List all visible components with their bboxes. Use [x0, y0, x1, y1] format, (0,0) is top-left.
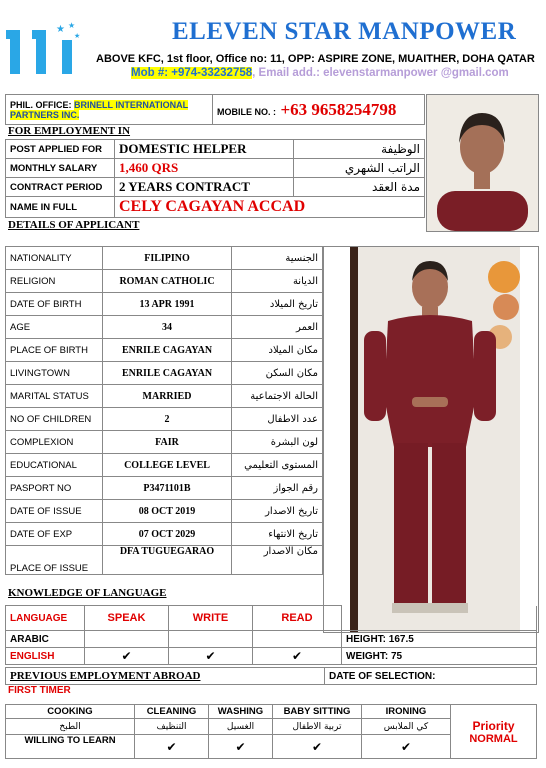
detail-label: PLACE OF BIRTH — [6, 339, 103, 362]
full-body-photo — [323, 246, 539, 633]
details-table — [5, 246, 323, 575]
skill-arabic-washing: الغسيل — [209, 719, 273, 735]
skill-check-ironing: ✔ — [362, 735, 451, 759]
full-body-illustration — [324, 247, 538, 632]
detail-arabic: الجنسية — [232, 247, 323, 270]
detail-label: EDUCATIONAL — [6, 454, 103, 477]
skill-header-baby-sitting: BABY SITTING — [273, 705, 362, 719]
language-write: ✔ — [169, 648, 253, 665]
portrait-photo — [426, 94, 539, 232]
language-header: LANGUAGE — [6, 606, 85, 631]
detail-label: AGE — [6, 316, 103, 339]
office-label: PHIL. OFFICE: — [10, 99, 72, 110]
detail-arabic: المستوى التعليمي — [232, 454, 323, 477]
detail-label: RELIGION — [6, 270, 103, 293]
detail-row — [6, 385, 323, 408]
details-section-title: DETAILS OF APPLICANT — [8, 219, 140, 231]
detail-value: DFA TUGUEGARAO — [103, 546, 232, 575]
skill-arabic-cooking: الطبخ — [6, 719, 135, 735]
height-label: HEIGHT: — [346, 633, 386, 645]
detail-row — [6, 362, 323, 385]
detail-label: NO OF CHILDREN — [6, 408, 103, 431]
language-read — [253, 631, 342, 648]
skill-arabic-ironing: كي الملابس — [362, 719, 451, 735]
language-read: ✔ — [253, 648, 342, 665]
skill-check-washing: ✔ — [209, 735, 273, 759]
employment-label: MONTHLY SALARY — [6, 159, 115, 178]
company-logo — [6, 18, 84, 76]
detail-arabic: الحالة الاجتماعية — [232, 385, 323, 408]
employment-value: 2 YEARS CONTRACT — [115, 178, 294, 197]
detail-value: ENRILE CAGAYAN — [103, 339, 232, 362]
employment-table — [5, 139, 425, 218]
detail-value: 08 OCT 2019 — [103, 500, 232, 523]
language-speak — [85, 631, 169, 648]
height-value: 167.5 — [388, 633, 414, 645]
previous-status: FIRST TIMER — [8, 685, 71, 696]
detail-value: MARRIED — [103, 385, 232, 408]
svg-text:★: ★ — [56, 24, 65, 35]
detail-arabic: رقم الجواز — [232, 477, 323, 500]
language-header: WRITE — [169, 606, 253, 631]
detail-label: DATE OF EXP — [6, 523, 103, 546]
employment-arabic: الراتب الشهري — [294, 159, 425, 178]
detail-value: COLLEGE LEVEL — [103, 454, 232, 477]
skills-table — [5, 704, 537, 759]
employment-value: DOMESTIC HELPER — [115, 140, 294, 159]
previous-table — [5, 667, 537, 685]
employment-row — [6, 140, 425, 159]
language-name: ARABIC — [6, 631, 85, 648]
detail-value: 2 — [103, 408, 232, 431]
employment-label: NAME IN FULL — [6, 197, 115, 218]
priority-value: NORMAL — [469, 732, 518, 745]
contact-line — [131, 67, 509, 79]
detail-row — [6, 431, 323, 454]
weight-cell — [342, 648, 537, 665]
language-header: SPEAK — [85, 606, 169, 631]
detail-row — [6, 454, 323, 477]
office-mobile-label: MOBILE NO. : — [217, 106, 276, 117]
language-header-row — [6, 606, 537, 631]
portrait-illustration — [427, 95, 538, 231]
skill-header-ironing: IRONING — [362, 705, 451, 719]
detail-value: ROMAN CATHOLIC — [103, 270, 232, 293]
company-title: ELEVEN STAR MANPOWER — [172, 18, 517, 45]
date-of-selection-label: DATE OF SELECTION: — [325, 668, 537, 685]
weight-value: 75 — [391, 650, 403, 662]
detail-row — [6, 316, 323, 339]
svg-text:★: ★ — [74, 32, 81, 40]
company-address: ABOVE KFC, 1st floor, Office no: 11, OPP: ASPIRE ZONE, MUAITHER, DOHA QATAR — [96, 53, 535, 65]
skill-header-cooking: COOKING — [6, 705, 135, 719]
detail-row — [6, 500, 323, 523]
detail-row — [6, 293, 323, 316]
detail-arabic: العمر — [232, 316, 323, 339]
skill-header-washing: WASHING — [209, 705, 273, 719]
language-header: READ — [253, 606, 342, 631]
svg-text:★: ★ — [68, 21, 76, 30]
employment-row — [6, 159, 425, 178]
skill-row-label: WILLING TO LEARN — [6, 735, 135, 759]
previous-section-title: PREVIOUS EMPLOYMENT ABROAD — [6, 668, 325, 685]
skill-check-baby-sitting: ✔ — [273, 735, 362, 759]
skill-arabic-baby-sitting: تربية الاطفال — [273, 719, 362, 735]
detail-row — [6, 546, 323, 575]
detail-arabic: لون البشرة — [232, 431, 323, 454]
company-email: , Email add.: elevenstarmanpower @gmail.com — [252, 67, 509, 79]
detail-row — [6, 477, 323, 500]
employment-label: POST APPLIED FOR — [6, 140, 115, 159]
detail-arabic: تاريخ الاصدار — [232, 500, 323, 523]
detail-row — [6, 408, 323, 431]
employment-section-title: FOR EMPLOYMENT IN — [8, 125, 131, 137]
language-name: ENGLISH — [6, 648, 85, 665]
detail-row — [6, 270, 323, 293]
detail-row — [6, 247, 323, 270]
priority-label: Priority — [472, 718, 515, 733]
detail-label: MARITAL STATUS — [6, 385, 103, 408]
language-row — [6, 631, 537, 648]
detail-row — [6, 339, 323, 362]
office-name: BRINELL INTERNATIONAL PARTNERS INC. — [10, 99, 189, 120]
height-cell — [342, 631, 537, 648]
detail-label: COMPLEXION — [6, 431, 103, 454]
detail-arabic: تاريخ الميلاد — [232, 293, 323, 316]
detail-arabic: عدد الاطفال — [232, 408, 323, 431]
employment-label: CONTRACT PERIOD — [6, 178, 115, 197]
employment-value: CELY CAGAYAN ACCAD — [115, 197, 425, 218]
employment-row — [6, 197, 425, 218]
language-speak: ✔ — [85, 648, 169, 665]
detail-arabic: الديانة — [232, 270, 323, 293]
language-row — [6, 648, 537, 665]
detail-value: 34 — [103, 316, 232, 339]
language-section-title: KNOWLEDGE OF LANGUAGE — [8, 587, 167, 599]
detail-value: FILIPINO — [103, 247, 232, 270]
priority-cell — [451, 705, 537, 759]
skill-check-cleaning: ✔ — [135, 735, 209, 759]
detail-value: 13 APR 1991 — [103, 293, 232, 316]
detail-value: FAIR — [103, 431, 232, 454]
weight-label: WEIGHT: — [346, 650, 389, 662]
detail-arabic: مكان الميلاد — [232, 339, 323, 362]
detail-label: PASPORT NO — [6, 477, 103, 500]
detail-value: ENRILE CAGAYAN — [103, 362, 232, 385]
employment-arabic: الوظيفة — [294, 140, 425, 159]
employment-value: 1,460 QRS — [115, 159, 294, 178]
company-mobile: Mob #: +974-33232758 — [131, 67, 253, 79]
language-write — [169, 631, 253, 648]
detail-arabic: تاريخ الانتهاء — [232, 523, 323, 546]
detail-value: 07 OCT 2029 — [103, 523, 232, 546]
detail-row — [6, 523, 323, 546]
office-mobile-value: +63 9658254798 — [280, 99, 397, 119]
detail-arabic: مكان السكن — [232, 362, 323, 385]
detail-label: DATE OF ISSUE — [6, 500, 103, 523]
detail-label: LIVINGTOWN — [6, 362, 103, 385]
skill-header-cleaning: CLEANING — [135, 705, 209, 719]
skill-arabic-cleaning: التنظيف — [135, 719, 209, 735]
detail-arabic: مكان الاصدار — [232, 546, 323, 575]
office-table — [5, 94, 425, 125]
detail-value: P3471101B — [103, 477, 232, 500]
employment-arabic: مدة العقد — [294, 178, 425, 197]
language-table — [5, 605, 537, 665]
employment-row — [6, 178, 425, 197]
detail-label: DATE OF BIRTH — [6, 293, 103, 316]
detail-label: NATIONALITY — [6, 247, 103, 270]
detail-label: PLACE OF ISSUE — [6, 546, 103, 575]
